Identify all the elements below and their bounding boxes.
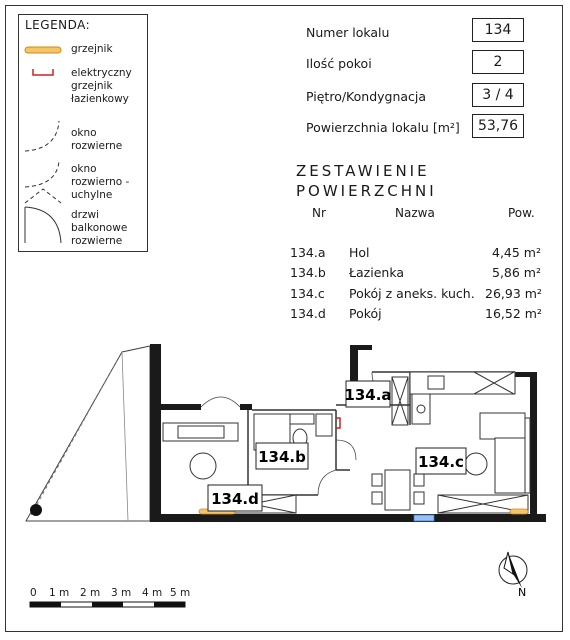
summary-header-nr: Nr <box>312 206 326 220</box>
balcony-door-icon <box>23 205 69 245</box>
info-label-area: Powierzchnia lokalu [m²] <box>306 120 460 135</box>
info-label-rooms: Ilość pokoi <box>306 56 372 71</box>
scale-tick-label: 4 m <box>142 587 163 599</box>
info-value-unit-number: 134 <box>472 18 524 42</box>
opening-window-icon <box>23 119 69 153</box>
wardrobe <box>392 377 408 425</box>
summary-header-name: Nazwa <box>395 206 435 220</box>
legend-item-electric-radiator <box>19 65 147 107</box>
legend-label-radiator: grzejnik <box>71 43 113 55</box>
legend-item-radiator <box>19 41 147 61</box>
scale-bar <box>28 600 198 610</box>
summary-row-area: 4,45 m² <box>492 245 541 260</box>
summary-row-name: Pokój <box>349 306 382 321</box>
scale-tick-label: 0 <box>30 587 37 599</box>
scale-tick-label: 3 m <box>111 587 132 599</box>
electric-bathroom-radiator-icon <box>23 67 65 79</box>
legend-label-balcony-door: drzwi balkonowe rozwierne <box>71 209 128 247</box>
room-label-b <box>256 443 308 469</box>
room-label-c-text: 134.c <box>418 453 464 471</box>
radiator-icon <box>23 45 65 55</box>
legend-label-tilt-window: okno rozwierno - uchylne <box>71 163 130 201</box>
room-label-b-text: 134.b <box>258 448 306 466</box>
compass-north-label: N <box>518 586 527 599</box>
summary-header-area: Pow. <box>508 206 535 220</box>
tilt-turn-window-icon <box>23 159 69 205</box>
floor-plan <box>10 335 555 535</box>
room-label-a <box>344 381 391 407</box>
info-label-floor: Piętro/Kondygnacja <box>306 89 427 104</box>
window-marker <box>414 515 434 521</box>
room-label-a-text: 134.a <box>344 386 392 404</box>
summary-row-name: Pokój z aneks. kuch. <box>349 286 475 301</box>
compass-icon <box>492 548 538 600</box>
summary-row-nr: 134.a <box>290 245 326 260</box>
legend-label-window: okno rozwierne <box>71 127 123 152</box>
info-value-area: 53,76 <box>472 114 524 138</box>
summary-title-line1: ZESTAWIENIE <box>296 162 430 180</box>
summary-row-nr: 134.d <box>290 306 326 321</box>
legend-box <box>18 14 148 252</box>
scale-tick-label: 1 m <box>49 587 70 599</box>
info-value-floor: 3 / 4 <box>472 83 524 107</box>
summary-title-line2: POWIERZCHNI <box>296 182 437 200</box>
legend-item-tilt-window <box>19 159 147 207</box>
legend-label-electric-radiator: elektryczny grzejnik łazienkowy <box>71 67 132 105</box>
summary-row-name: Hol <box>349 245 370 260</box>
summary-row-nr: 134.b <box>290 265 326 280</box>
legend-item-window <box>19 119 147 155</box>
scale-tick-label: 5 m <box>170 587 191 599</box>
legend-title: LEGENDA: <box>25 18 91 32</box>
scale-tick-label: 2 m <box>80 587 101 599</box>
room-label-d-text: 134.d <box>211 490 259 508</box>
summary-row-area: 26,93 m² <box>485 286 542 301</box>
room-label-d <box>208 485 262 511</box>
info-value-rooms: 2 <box>472 50 524 74</box>
room-label-c <box>416 448 466 474</box>
legend-item-balcony-door <box>19 205 147 249</box>
radiator-icon <box>510 509 528 514</box>
summary-row-area: 16,52 m² <box>485 306 542 321</box>
balcony <box>26 346 150 521</box>
summary-row-nr: 134.c <box>290 286 325 301</box>
info-label-unit-number: Numer lokalu <box>306 25 390 40</box>
summary-row-area: 5,86 m² <box>492 265 541 280</box>
summary-row-name: Łazienka <box>349 265 405 280</box>
